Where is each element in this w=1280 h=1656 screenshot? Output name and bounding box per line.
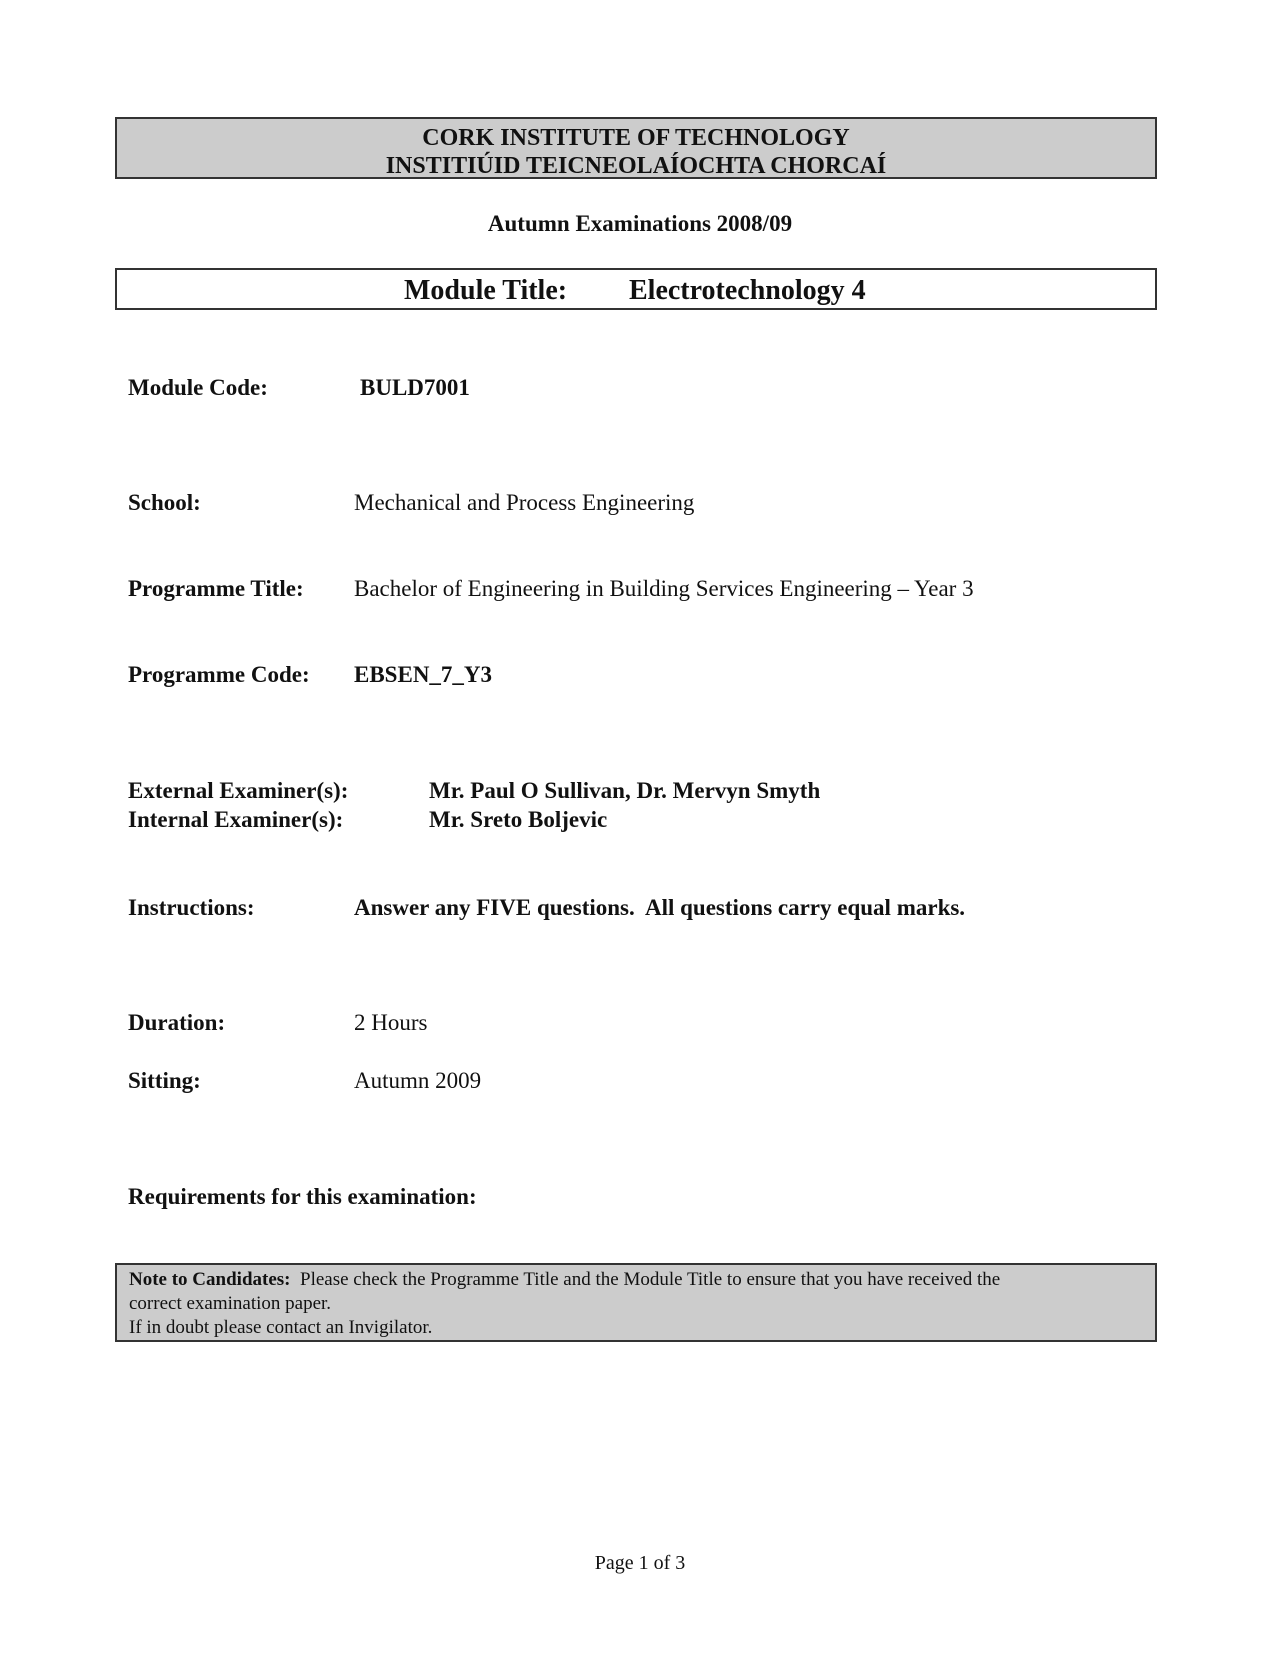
internal-examiners-label: Internal Examiner(s): — [128, 807, 344, 832]
school-label: School: — [128, 490, 201, 515]
institute-name-irish: INSTITIÚID TEICNEOLAÍOCHTA CHORCAÍ — [385, 153, 887, 179]
programme-code-value: EBSEN_7_Y3 — [354, 662, 493, 687]
internal-examiners-value: Mr. Sreto Boljevic — [429, 807, 608, 832]
note-to-candidates-box — [115, 1263, 1157, 1342]
module-title-box — [115, 268, 1157, 310]
requirements-label: Requirements for this examination: — [128, 1184, 477, 1209]
module-code-value: BULD7001 — [360, 375, 470, 400]
page-number: Page 1 of 3 — [594, 1552, 686, 1574]
note-text-1: Please check the Programme Title and the Module Title to ensure that you have received the — [300, 1269, 1001, 1290]
sitting-label: Sitting: — [128, 1068, 201, 1093]
exam-session-title: Autumn Examinations 2008/09 — [487, 211, 793, 236]
note-label: Note to Candidates: — [129, 1269, 291, 1290]
duration-value: 2 Hours — [354, 1010, 428, 1035]
note-text-2: correct examination paper. — [129, 1293, 332, 1314]
school-value: Mechanical and Process Engineering — [354, 490, 695, 515]
institute-header-box — [115, 117, 1157, 179]
instructions-value: Answer any FIVE questions. All questions carry equal marks. — [354, 895, 966, 920]
programme-title-value: Bachelor of Engineering in Building Services Engineering – Year 3 — [354, 576, 974, 601]
external-examiners-label: External Examiner(s): — [128, 778, 349, 803]
module-title-value: Electrotechnology 4 — [629, 275, 866, 306]
module-title-label: Module Title: — [404, 275, 568, 306]
institute-name-english: CORK INSTITUTE OF TECHNOLOGY — [422, 125, 850, 151]
sitting-value: Autumn 2009 — [354, 1068, 482, 1093]
programme-code-label: Programme Code: — [128, 662, 310, 687]
note-line-1 — [129, 1268, 1143, 1292]
programme-title-label: Programme Title: — [128, 576, 304, 601]
module-code-label: Module Code: — [128, 375, 268, 400]
note-text-3: If in doubt please contact an Invigilator. — [129, 1317, 433, 1338]
instructions-label: Instructions: — [128, 895, 255, 920]
duration-label: Duration: — [128, 1010, 226, 1035]
external-examiners-value: Mr. Paul O Sullivan, Dr. Mervyn Smyth — [429, 778, 821, 803]
